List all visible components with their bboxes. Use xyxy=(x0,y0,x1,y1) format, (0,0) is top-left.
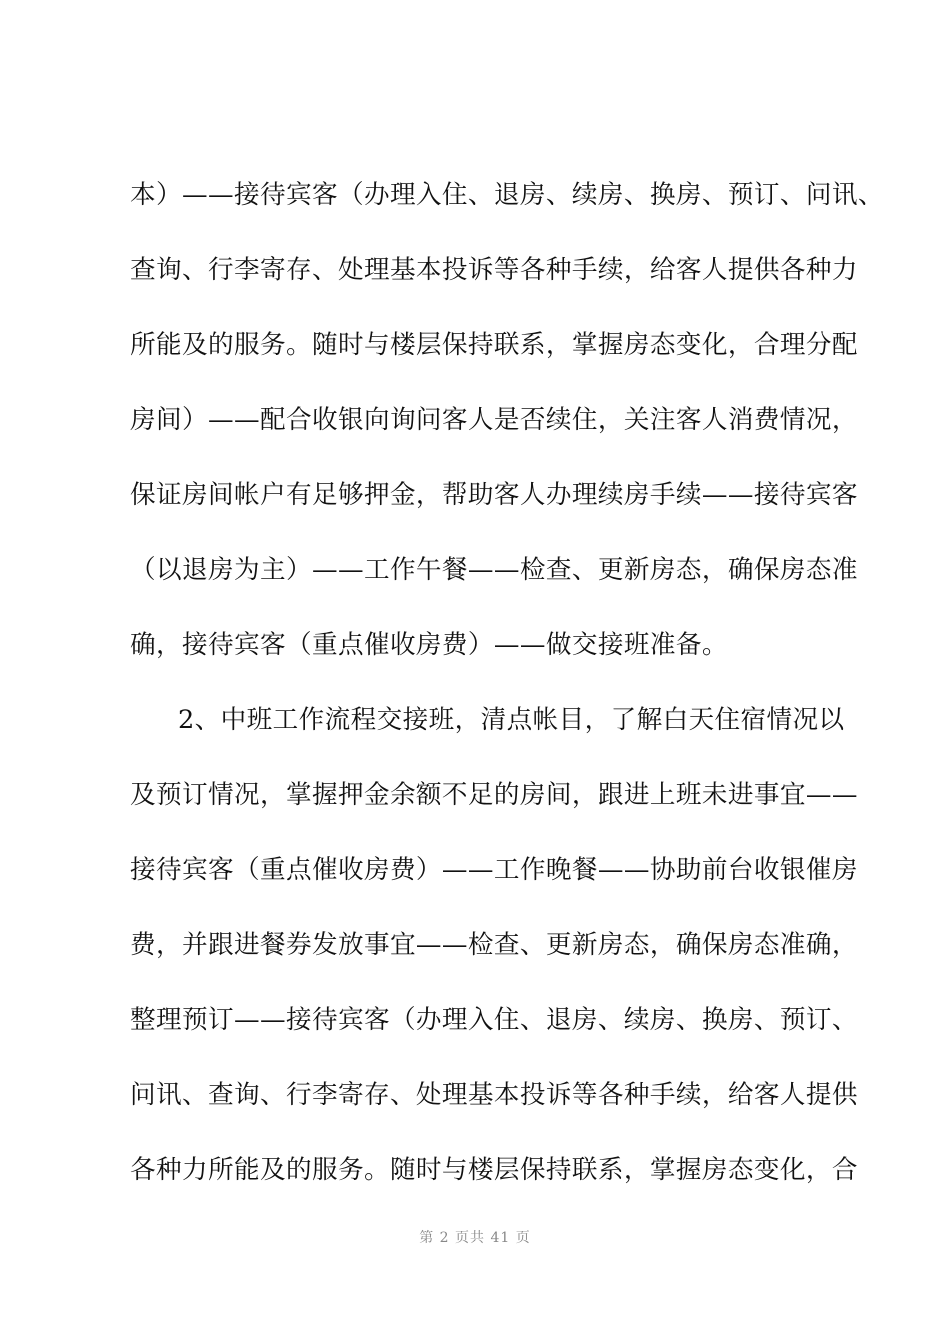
text-line-11: 费，并跟进餐券发放事宜——检查、更新房态，确保房态准确， xyxy=(130,930,858,960)
text-line-3: 所能及的服务。随时与楼层保持联系，掌握房态变化，合理分配 xyxy=(130,330,858,360)
text-line-12: 整理预订——接待宾客（办理入住、退房、续房、换房、预订、 xyxy=(130,1005,858,1035)
text-line-13: 问讯、查询、行李寄存、处理基本投诉等各种手续，给客人提供 xyxy=(130,1080,858,1110)
text-line-5: 保证房间帐户有足够押金，帮助客人办理续房手续——接待宾客 xyxy=(130,480,858,510)
text-line-7: 确，接待宾客（重点催收房费）——做交接班准备。 xyxy=(130,630,728,660)
text-line-14: 各种力所能及的服务。随时与楼层保持联系，掌握房态变化，合 xyxy=(130,1155,858,1185)
text-line-9: 及预订情况，掌握押金余额不足的房间，跟进上班未进事宜—— xyxy=(130,780,858,810)
text-line-1: 本）——接待宾客（办理入住、退房、续房、换房、预订、问讯、 xyxy=(130,180,884,210)
text-line-10: 接待宾客（重点催收房费）——工作晚餐——协助前台收银催房 xyxy=(130,855,858,885)
text-line-2: 查询、行李寄存、处理基本投诉等各种手续，给客人提供各种力 xyxy=(130,255,858,285)
text-line-6: （以退房为主）——工作午餐——检查、更新房态，确保房态准 xyxy=(130,555,858,585)
page-number-footer: 第 2 页共 41 页 xyxy=(419,1230,531,1246)
text-line-4: 房间）——配合收银向询问客人是否续住，关注客人消费情况， xyxy=(130,405,858,435)
paragraph-2-first-line: 2、中班工作流程交接班，清点帐目，了解白天住宿情况以 xyxy=(178,705,845,735)
